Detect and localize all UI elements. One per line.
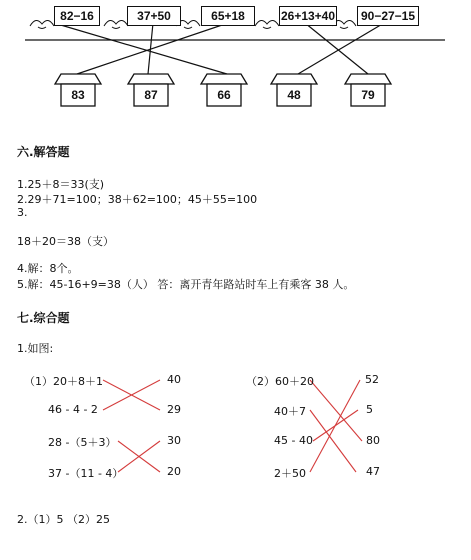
house-number: 48: [287, 88, 301, 102]
match-value: 47: [366, 465, 380, 478]
match-value: 29: [167, 403, 181, 416]
match-line: [310, 380, 362, 441]
match-expression: 46 - 4 - 2: [48, 403, 98, 416]
expr-box: 65+18: [201, 6, 255, 26]
expr-box: 90−27−15: [357, 6, 419, 26]
match-expression: （1）20＋8＋1: [24, 375, 103, 388]
answer-line: 2.29＋71=100；38＋62=100；45＋55=100: [17, 193, 258, 206]
match-value: 80: [366, 434, 380, 447]
match-value: 30: [167, 434, 181, 447]
match-expression: 28 -（5＋3）: [48, 436, 117, 449]
match-lines: [103, 380, 362, 472]
house-number: 83: [71, 88, 85, 102]
match-expression: （2）60＋20: [246, 375, 314, 388]
match-expression: 2＋50: [274, 467, 306, 480]
match-line: [310, 410, 356, 472]
question-label: 1.如图:: [17, 342, 54, 355]
match-value: 40: [167, 373, 181, 386]
answer-line: 18＋20＝38（支）: [17, 235, 114, 248]
expr-box: 82−16: [54, 6, 100, 26]
answer-line: 5.解：45-16+9=38（人） 答：离开青年路站时车上有乘客 38 人。: [17, 278, 355, 291]
answer-line: 4.解：8个。: [17, 262, 79, 275]
expr-box: 26+13+40: [279, 6, 337, 26]
bird-icon: [104, 20, 128, 28]
section-heading: 七.综合题: [17, 311, 70, 325]
match-value: 20: [167, 465, 181, 478]
section-heading: 六.解答题: [17, 145, 70, 159]
answer-line: 1.25＋8＝33(支): [17, 178, 105, 191]
match-value: 5: [366, 403, 373, 416]
house-number: 79: [361, 88, 375, 102]
link-90-27-15-to-48: [298, 23, 384, 74]
puzzle-links: [54, 23, 384, 74]
match-expression: 45 - 40: [274, 434, 313, 447]
bird-icon: [30, 20, 54, 28]
match-expression: 37 -（11 - 4）: [48, 467, 124, 480]
house-number: 66: [217, 88, 231, 102]
bird-icon: [255, 20, 279, 28]
house-number: 87: [144, 88, 158, 102]
answer-line: 2.（1）5 （2）25: [17, 513, 110, 526]
link-82-16-to-66: [54, 23, 227, 74]
match-line: [310, 380, 360, 472]
match-expression: 40＋7: [274, 405, 306, 418]
expr-box: 37+50: [127, 6, 181, 26]
answer-line: 3.: [17, 206, 28, 219]
link-26-13-40-to-79: [305, 23, 368, 74]
match-value: 52: [365, 373, 379, 386]
